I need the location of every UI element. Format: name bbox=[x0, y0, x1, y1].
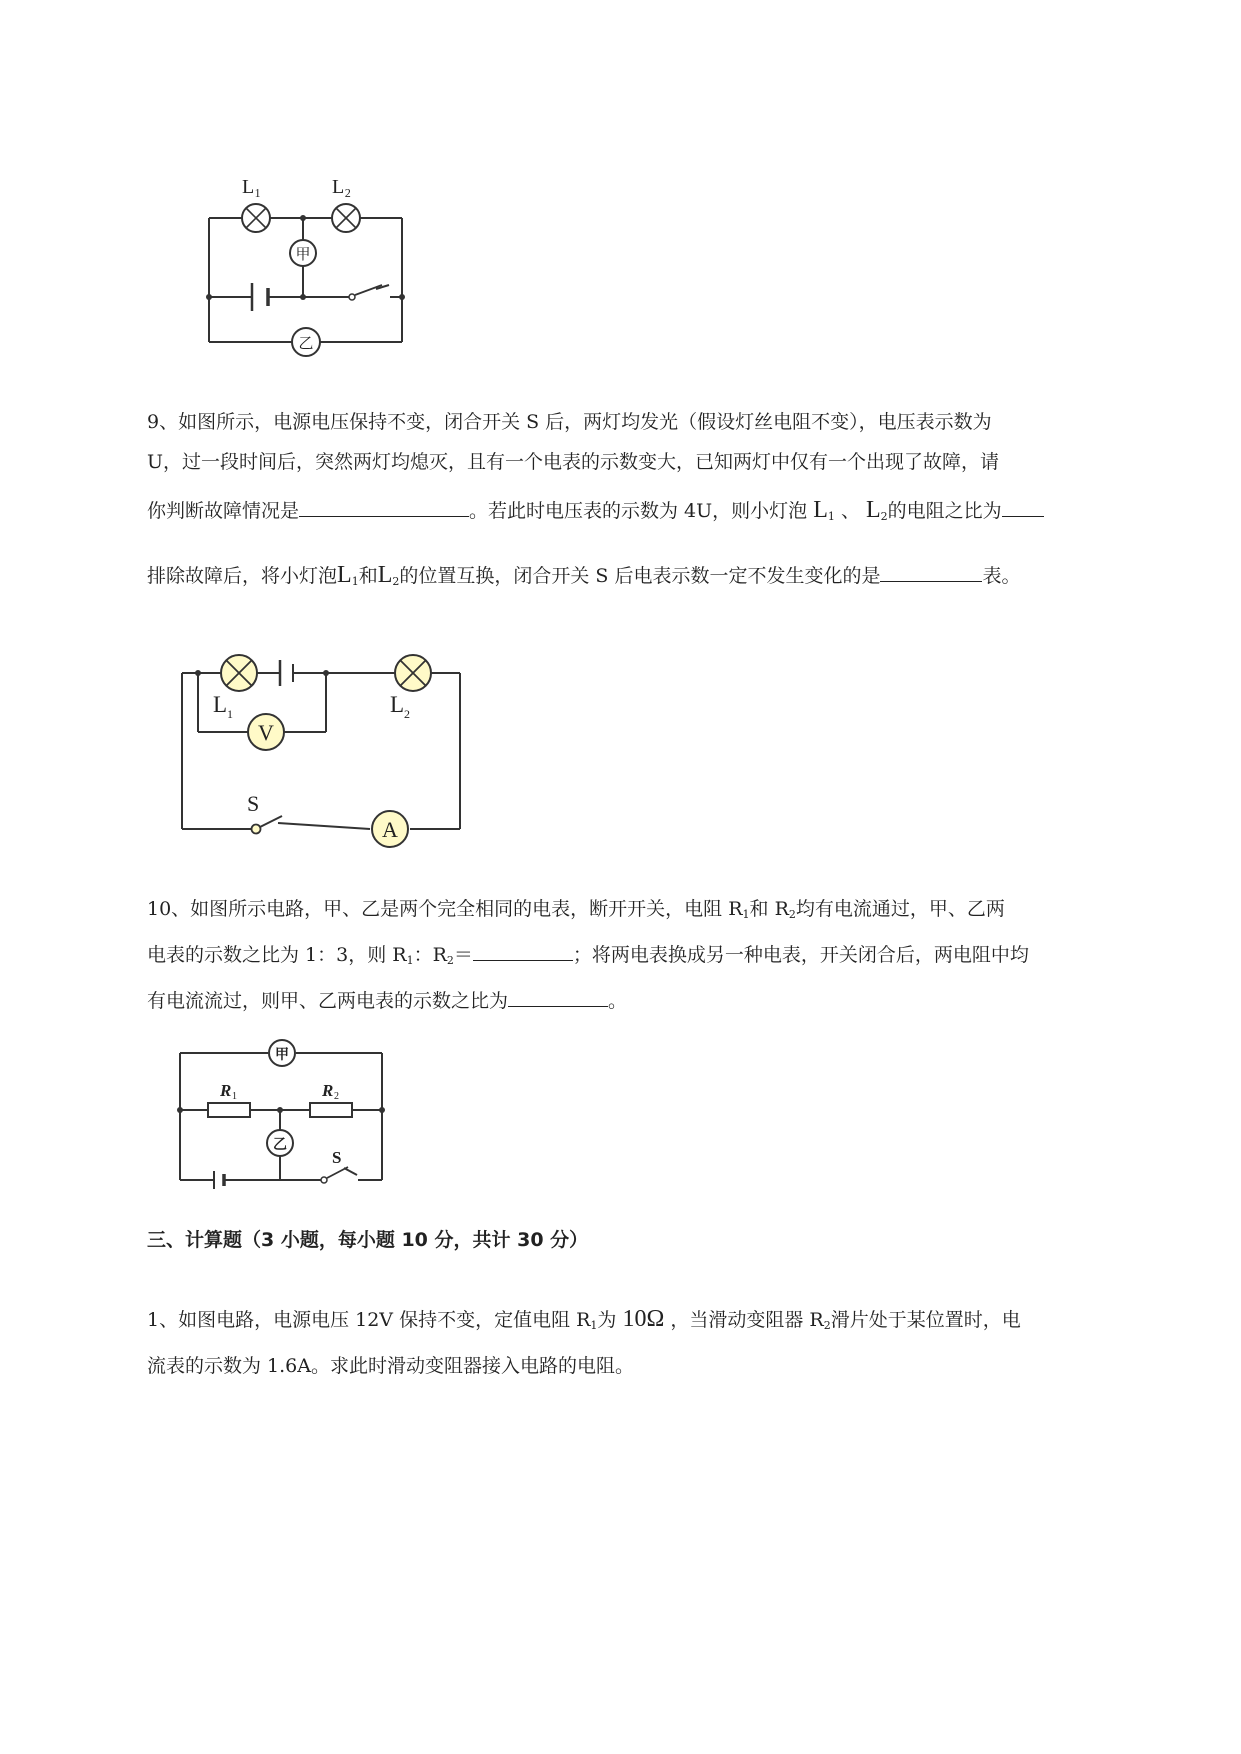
subscript-2: 2 bbox=[788, 908, 796, 921]
q10-text-3b: 。 bbox=[608, 990, 628, 1012]
circuit-diagram-2 bbox=[170, 650, 470, 850]
q10-text-2c: ＝ bbox=[453, 944, 473, 966]
q9-text-and: 和 bbox=[358, 565, 378, 587]
ammeter-label: A bbox=[382, 817, 398, 842]
lamp-l1-icon bbox=[242, 204, 270, 232]
subscript-2: 2 bbox=[823, 1319, 831, 1332]
switch-icon bbox=[321, 1167, 348, 1183]
calc1-text-1b: 为 bbox=[597, 1309, 617, 1331]
q10-line-3 bbox=[147, 981, 1157, 1021]
lamp-l1-subscript: 1 bbox=[227, 707, 233, 721]
resistor-r2-subscript: 2 bbox=[334, 1091, 339, 1102]
resistance-value: 10Ω bbox=[622, 1306, 665, 1332]
meter-yi-icon bbox=[267, 1130, 293, 1156]
subscript-2: 2 bbox=[880, 510, 888, 523]
q9-text-3c: 的电阻之比为 bbox=[887, 500, 1002, 522]
meter-jia-icon bbox=[269, 1040, 295, 1066]
q10-text-2b: ：R bbox=[413, 944, 447, 966]
circuit-diagram-3 bbox=[172, 1035, 392, 1195]
lamp-l2-icon bbox=[395, 655, 431, 691]
question-9 bbox=[147, 402, 1157, 602]
q10-text-1c: 均有电流通过，甲、乙两 bbox=[795, 898, 1005, 920]
q10-text-3a: 有电流流过，则甲、乙两电表的示数之比为 bbox=[147, 990, 509, 1012]
calc1-text-1a: 1、如图电路，电源电压 12V 保持不变，定值电阻 R bbox=[147, 1309, 591, 1331]
section-heading: 三、计算题（3 小题，每小题 10 分，共计 30 分） bbox=[147, 1229, 589, 1251]
meter-yi-label: 乙 bbox=[298, 336, 314, 352]
q9-line-2: U，过一段时间后，突然两灯均熄灭，且有一个电表的示数变大，已知两灯中仅有一个出现了故障，请 bbox=[147, 451, 1000, 473]
q10-text-1a: 10、如图所示电路，甲、乙是两个完全相同的电表，断开开关，电阻 R bbox=[147, 898, 743, 920]
resistor-r1-subscript: 1 bbox=[232, 1091, 237, 1102]
calc1-text-1c: ，当滑动变阻器 R bbox=[670, 1309, 824, 1331]
lamp-l2-label: L₂ bbox=[332, 176, 352, 198]
calc-question-1 bbox=[147, 1299, 1157, 1386]
resistor-r1-label: R bbox=[220, 1081, 232, 1100]
calc1-line-1 bbox=[147, 1299, 1157, 1346]
lamp-l2-subscript: 2 bbox=[404, 707, 410, 721]
q9-text-4b: 的位置互换，闭合开关 S 后电表示数一定不发生变化的是 bbox=[399, 565, 881, 587]
subscript-1: 1 bbox=[406, 954, 414, 967]
subscript-1: 1 bbox=[590, 1319, 598, 1332]
q9-line-1: 9、如图所示，电源电压保持不变，闭合开关 S 后，两灯均发光（假设灯丝电阻不变），电压表示数为 bbox=[147, 411, 992, 433]
q9-text-4c: 表。 bbox=[982, 565, 1021, 587]
lamp-l2-icon bbox=[332, 204, 360, 232]
meter-yi-label: 乙 bbox=[273, 1138, 287, 1153]
answer-blank-ratio[interactable] bbox=[1002, 492, 1044, 517]
switch-icon bbox=[252, 816, 283, 834]
question-10 bbox=[147, 889, 1157, 1021]
q9-line-3 bbox=[147, 490, 1157, 537]
symbol-l: L bbox=[377, 562, 393, 588]
q9-text-3b: 。若此时电压表的示数为 4U，则小灯泡 bbox=[469, 500, 808, 522]
symbol-l: L bbox=[866, 497, 881, 523]
voltmeter-icon bbox=[248, 714, 284, 750]
resistor-r2-icon bbox=[310, 1103, 352, 1117]
q10-text-2a: 电表的示数之比为 1：3，则 R bbox=[147, 944, 407, 966]
resistor-r1-icon bbox=[208, 1103, 250, 1117]
lamp-l1-label: L bbox=[213, 692, 228, 717]
subscript-1: 1 bbox=[351, 575, 359, 588]
switch-label: S bbox=[247, 791, 260, 816]
resistor-r2-label: R bbox=[322, 1081, 334, 1100]
q9-line-4 bbox=[147, 555, 1157, 602]
switch-label: S bbox=[332, 1148, 342, 1167]
meter-jia-label: 甲 bbox=[295, 247, 311, 263]
subscript-1: 1 bbox=[742, 908, 750, 921]
subscript-1: 1 bbox=[827, 510, 835, 523]
ammeter-icon bbox=[372, 811, 408, 847]
lamp-l1-label: L₁ bbox=[242, 176, 262, 198]
voltmeter-label: V bbox=[258, 720, 274, 745]
q10-line-2 bbox=[147, 935, 1157, 981]
q10-text-1b: 和 R bbox=[749, 898, 789, 920]
calc1-line-2: 流表的示数为 1.6A。求此时滑动变阻器接入电路的电阻。 bbox=[147, 1355, 634, 1377]
meter-jia-label: 甲 bbox=[275, 1048, 289, 1063]
q10-line-1 bbox=[147, 889, 1157, 935]
q10-text-2d: ；将两电表换成另一种电表，开关闭合后，两电阻中均 bbox=[572, 944, 1029, 966]
circuit-diagram-1 bbox=[200, 165, 415, 365]
lamp-l2-label: L bbox=[390, 692, 405, 717]
q9-separator: 、 bbox=[840, 500, 860, 522]
answer-blank-meter-ratio[interactable] bbox=[508, 982, 608, 1007]
meter-yi-icon bbox=[292, 328, 320, 356]
subscript-2: 2 bbox=[446, 954, 454, 967]
subscript-2: 2 bbox=[392, 575, 400, 588]
answer-blank-resistance-ratio[interactable] bbox=[473, 936, 573, 961]
symbol-l: L bbox=[813, 497, 828, 523]
q9-text-3a: 你判断故障情况是 bbox=[147, 500, 300, 522]
symbol-l: L bbox=[337, 562, 352, 588]
meter-jia-icon bbox=[290, 240, 316, 266]
calc1-text-1d: 滑片处于某位置时，电 bbox=[830, 1309, 1021, 1331]
q9-text-4a: 排除故障后，将小灯泡 bbox=[147, 565, 338, 587]
answer-blank-fault[interactable] bbox=[299, 492, 469, 517]
lamp-l1-icon bbox=[221, 655, 257, 691]
answer-blank-meter[interactable] bbox=[880, 557, 982, 582]
